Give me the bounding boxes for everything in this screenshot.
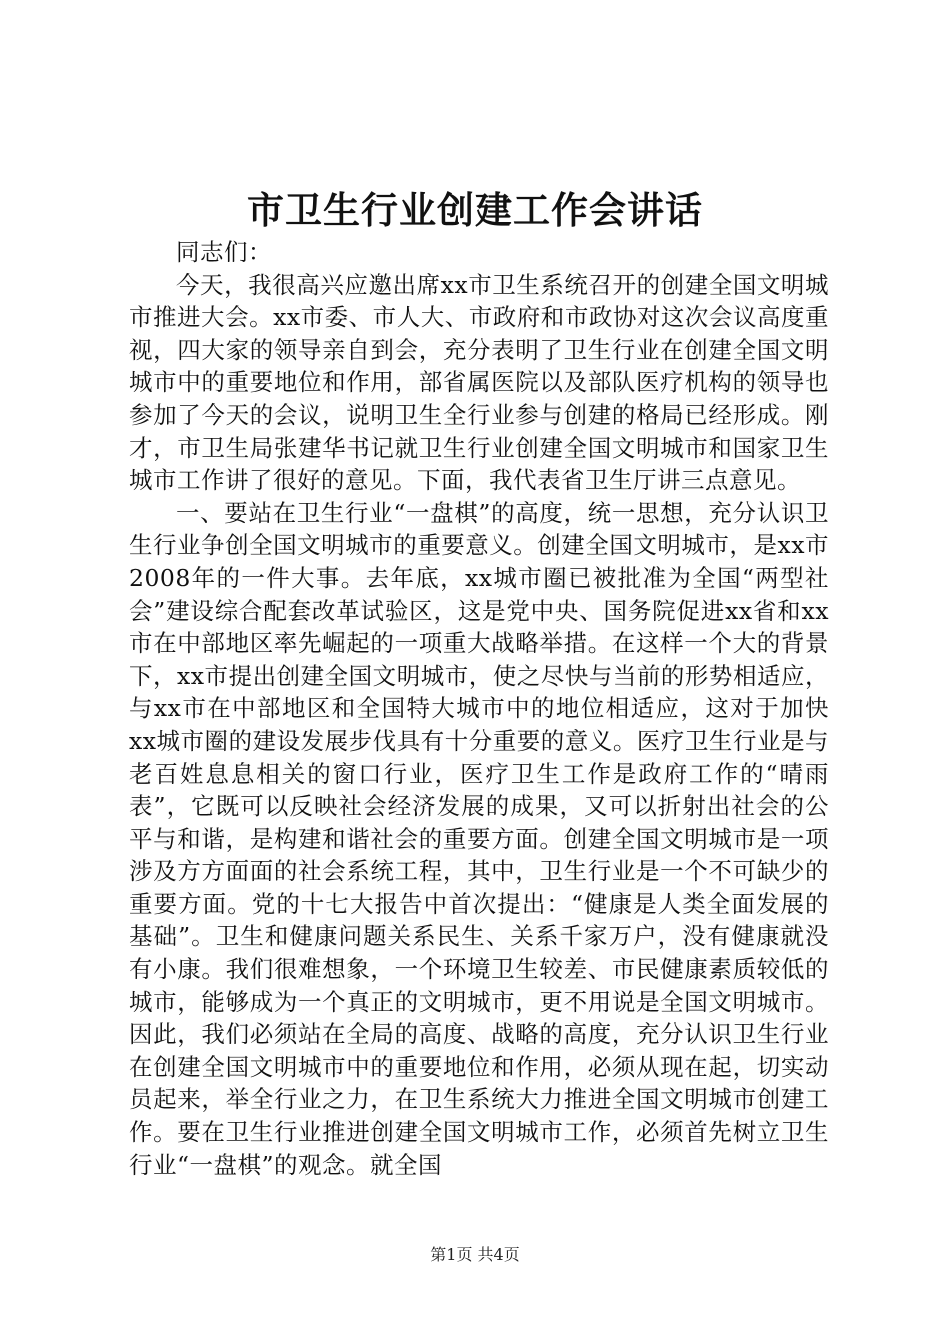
body-paragraph-2: 一、要站在卫生行业“一盘棋”的高度，统一思想，充分认识卫生行业争创全国文明城市的重要意义。创建全国文明城市，是xx市2008年的一件大事。去年底，xx城市圈已被批准为全国“两型社会”建设综合配套改革试验区，这是党中央、国务院促进xx省和xx市在中部地区率先崛起的一项重大战略举措。在这样一个大的背景下，xx市提出创建全国文明城市，使之尽快与当前的形势相适应，与xx市在中部地区和全国特大城市中的地位相适应，这对于加快xx城市圈的建设发展步伐具有十分重要的意义。医疗卫生行业是与老百姓息息相关的窗口行业，医疗卫生工作是政府工作的“晴雨表”，它既可以反映社会经济发展的成果，又可以折射出社会的公平与和谐，是构建和谐社会的重要方面。创建全国文明城市是一项涉及方方面面的社会系统工程，其中，卫生行业是一个不可缺少的重要方面。党的十七大报告中首次提出：“健康是人类全面发展的基础”。卫生和健康问题关系民生、关系千家万户，没有健康就没有小康。我们很难想象，一个环境卫生较差、市民健康素质较低的城市，能够成为一个真正的文明城市，更不用说是全国文明城市。因此，我们必须站在全局的高度、战略的高度，充分认识卫生行业在创建全国文明城市中的重要地位和作用，必须从现在起，切实动员起来，举全行业之力，在卫生系统大力推进全国文明城市创建工作。要在卫生行业推进创建全国文明城市工作，必须首先树立卫生行业“一盘棋”的观念。就全国 [129, 498, 829, 1179]
page-number-footer: 第1页 共4页 [430, 1245, 520, 1264]
body-paragraph-1: 今天，我很高兴应邀出席xx市卫生系统召开的创建全国文明城市推进大会。xx市委、市人大、市政府和市政协对这次会议高度重视，四大家的领导亲自到会，充分表明了卫生行业在创建全国文明城市中的重要地位和作用，部省属医院以及部队医疗机构的领导也参加了今天的会议，说明卫生全行业参与创建的格局已经形成。刚才，市卫生局张建华书记就卫生行业创建全国文明城市和国家卫生城市工作讲了很好的意见。下面，我代表省卫生厅讲三点意见。 [129, 270, 829, 495]
salutation: 同志们： [176, 238, 272, 266]
document-title: 市卫生行业创建工作会讲话 [247, 188, 703, 232]
document-body [129, 236, 829, 1181]
